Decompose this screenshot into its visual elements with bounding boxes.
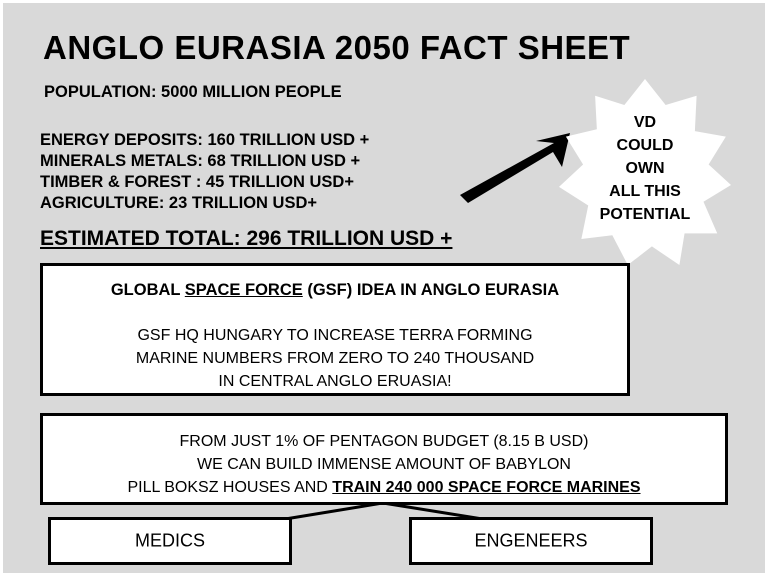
gsf-body-line: GSF HQ HUNGARY TO INCREASE TERRA FORMING <box>137 327 533 344</box>
budget-line-3-emphasis: TRAIN 240 000 SPACE FORCE MARINES <box>332 479 641 496</box>
gsf-body-line: MARINE NUMBERS FROM ZERO TO 240 THOUSAND <box>135 350 535 367</box>
gsf-heading-underlined: SPACE FORCE <box>184 281 303 299</box>
estimated-total-line: ESTIMATED TOTAL: 296 TRILLION USD + <box>40 227 453 250</box>
stat-row: TIMBER & FOREST : 45 TRILLION USD+ <box>40 173 354 191</box>
gsf-idea-box <box>40 263 630 396</box>
engineers-label: ENGENEERS <box>474 530 588 551</box>
starburst-line: POTENTIAL <box>599 206 691 223</box>
stat-row: AGRICULTURE: 23 TRILLION USD+ <box>40 194 317 212</box>
page-title: ANGLO EURASIA 2050 FACT SHEET <box>43 29 631 66</box>
budget-line-2: WE CAN BUILD IMMENSE AMOUNT OF BABYLON <box>197 456 571 473</box>
resource-stats-list <box>40 130 470 214</box>
budget-box <box>40 413 728 505</box>
starburst-line: VD <box>633 114 657 131</box>
starburst-line: COULD <box>616 137 674 154</box>
gsf-heading-pre: GLOBAL <box>110 281 185 299</box>
population-line: POPULATION: 5000 MILLION PEOPLE <box>44 83 342 101</box>
budget-line-3-pre: PILL BOKSZ HOUSES AND <box>127 479 333 496</box>
stat-row: ENERGY DEPOSITS: 160 TRILLION USD + <box>40 131 370 149</box>
starburst-line: ALL THIS <box>609 183 681 200</box>
stat-row: MINERALS METALS: 68 TRILLION USD + <box>40 152 361 170</box>
gsf-box-heading <box>43 281 627 300</box>
starburst-text <box>559 111 731 226</box>
gsf-body-line: IN CENTRAL ANGLO ERUASIA! <box>218 373 452 390</box>
starburst-line: OWN <box>625 160 665 177</box>
budget-line-1: FROM JUST 1% OF PENTAGON BUDGET (8.15 B USD) <box>179 433 589 450</box>
budget-box-body <box>43 430 725 499</box>
budget-line-3 <box>43 476 725 499</box>
gsf-heading-post: (GSF) IDEA IN ANGLO EURASIA <box>302 281 560 299</box>
medics-box <box>48 517 292 565</box>
medics-label: MEDICS <box>134 530 205 551</box>
gsf-box-body <box>43 324 627 393</box>
engineers-box <box>409 517 653 565</box>
